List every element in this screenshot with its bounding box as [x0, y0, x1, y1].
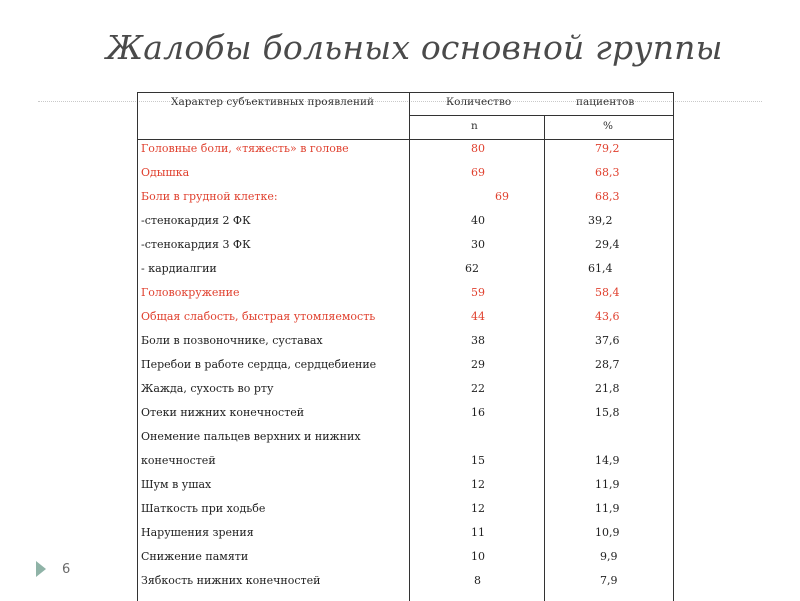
row-percent: 9,9 [600, 550, 618, 563]
row-symptom: -стенокардия 3 ФК [141, 238, 251, 251]
row-symptom: Головокружение [141, 286, 240, 299]
row-count: 29 [471, 358, 485, 371]
row-symptom: Нарушения зрения [141, 526, 254, 539]
row-percent: 43,6 [595, 310, 620, 323]
row-symptom: Шаткость при ходьбе [141, 502, 266, 515]
table-row [138, 262, 673, 284]
row-symptom: Боли в грудной клетке: [141, 190, 278, 203]
row-count: 40 [471, 214, 485, 227]
row-percent: 10,9 [595, 526, 620, 539]
row-percent: 11,9 [595, 478, 620, 491]
header-divider-main [138, 139, 673, 140]
row-percent: 37,6 [595, 334, 620, 347]
row-percent: 7,9 [600, 574, 618, 587]
complaints-table [137, 92, 674, 601]
row-count: 15 [471, 454, 485, 467]
table-row [138, 550, 673, 572]
table-row [138, 214, 673, 236]
table-row [138, 574, 673, 596]
row-percent: 61,4 [588, 262, 613, 275]
row-symptom: Боли в позвоночнике, суставах [141, 334, 323, 347]
row-percent: 15,8 [595, 406, 620, 419]
row-count: 59 [471, 286, 485, 299]
row-symptom: Жажда, сухость во рту [141, 382, 274, 395]
table-row [138, 238, 673, 260]
table-row [138, 382, 673, 404]
slide-footer [36, 561, 70, 577]
row-symptom: Общая слабость, быстрая утомляемость [141, 310, 376, 323]
row-symptom: Онемение пальцев верхних и нижних [141, 430, 361, 443]
header-symptom: Характер субъективных проявлений [171, 96, 374, 108]
row-count: 80 [471, 142, 485, 155]
row-percent: 68,3 [595, 166, 620, 179]
row-symptom: - кардиалгии [141, 262, 217, 275]
row-percent: 21,8 [595, 382, 620, 395]
table-row [138, 526, 673, 548]
table-row [138, 142, 673, 164]
table-row [138, 190, 673, 212]
row-symptom: Головные боли, «тяжесть» в голове [141, 142, 349, 155]
row-percent: 39,2 [588, 214, 613, 227]
table-row [138, 166, 673, 188]
row-symptom: -стенокардия 2 ФК [141, 214, 251, 227]
row-count: 22 [471, 382, 485, 395]
row-symptom: Одышка [141, 166, 190, 179]
slide-title: Жалобы больных основной группы [106, 28, 723, 67]
header-count: Количество [446, 96, 512, 108]
row-symptom: Снижение памяти [141, 550, 249, 563]
row-percent: 11,9 [595, 502, 620, 515]
row-percent: 14,9 [595, 454, 620, 467]
row-symptom: Перебои в работе сердца, сердцебиение [141, 358, 377, 371]
row-count: 11 [471, 526, 485, 539]
slide-number: 6 [62, 561, 71, 577]
row-count: 69 [495, 190, 509, 203]
row-percent: 79,2 [595, 142, 620, 155]
row-count: 69 [471, 166, 485, 179]
row-count: 12 [471, 502, 485, 515]
row-count: 30 [471, 238, 485, 251]
row-symptom: конечностей [141, 454, 216, 467]
row-symptom: Шум в ушах [141, 478, 212, 491]
row-percent: 68,3 [595, 190, 620, 203]
row-percent: 29,4 [595, 238, 620, 251]
table-row [138, 430, 673, 452]
row-count: 16 [471, 406, 485, 419]
header-n: n [471, 120, 478, 132]
row-count: 62 [465, 262, 479, 275]
row-percent: 58,4 [595, 286, 620, 299]
row-symptom: Зябкость нижних конечностей [141, 574, 321, 587]
header-patients: пациентов [576, 96, 635, 108]
row-count: 38 [471, 334, 485, 347]
table-row [138, 454, 673, 476]
row-count: 44 [471, 310, 485, 323]
triangle-bullet-icon [36, 561, 46, 577]
table-row [138, 310, 673, 332]
table-row [138, 286, 673, 308]
table-row [138, 358, 673, 380]
table-row [138, 406, 673, 428]
header-divider-sub [409, 115, 673, 116]
table-row [138, 478, 673, 500]
row-percent: 28,7 [595, 358, 620, 371]
row-count: 10 [471, 550, 485, 563]
row-count: 8 [474, 574, 481, 587]
table-row [138, 334, 673, 356]
header-percent: % [603, 120, 613, 132]
table-row [138, 502, 673, 524]
row-symptom: Отеки нижних конечностей [141, 406, 305, 419]
row-count: 12 [471, 478, 485, 491]
